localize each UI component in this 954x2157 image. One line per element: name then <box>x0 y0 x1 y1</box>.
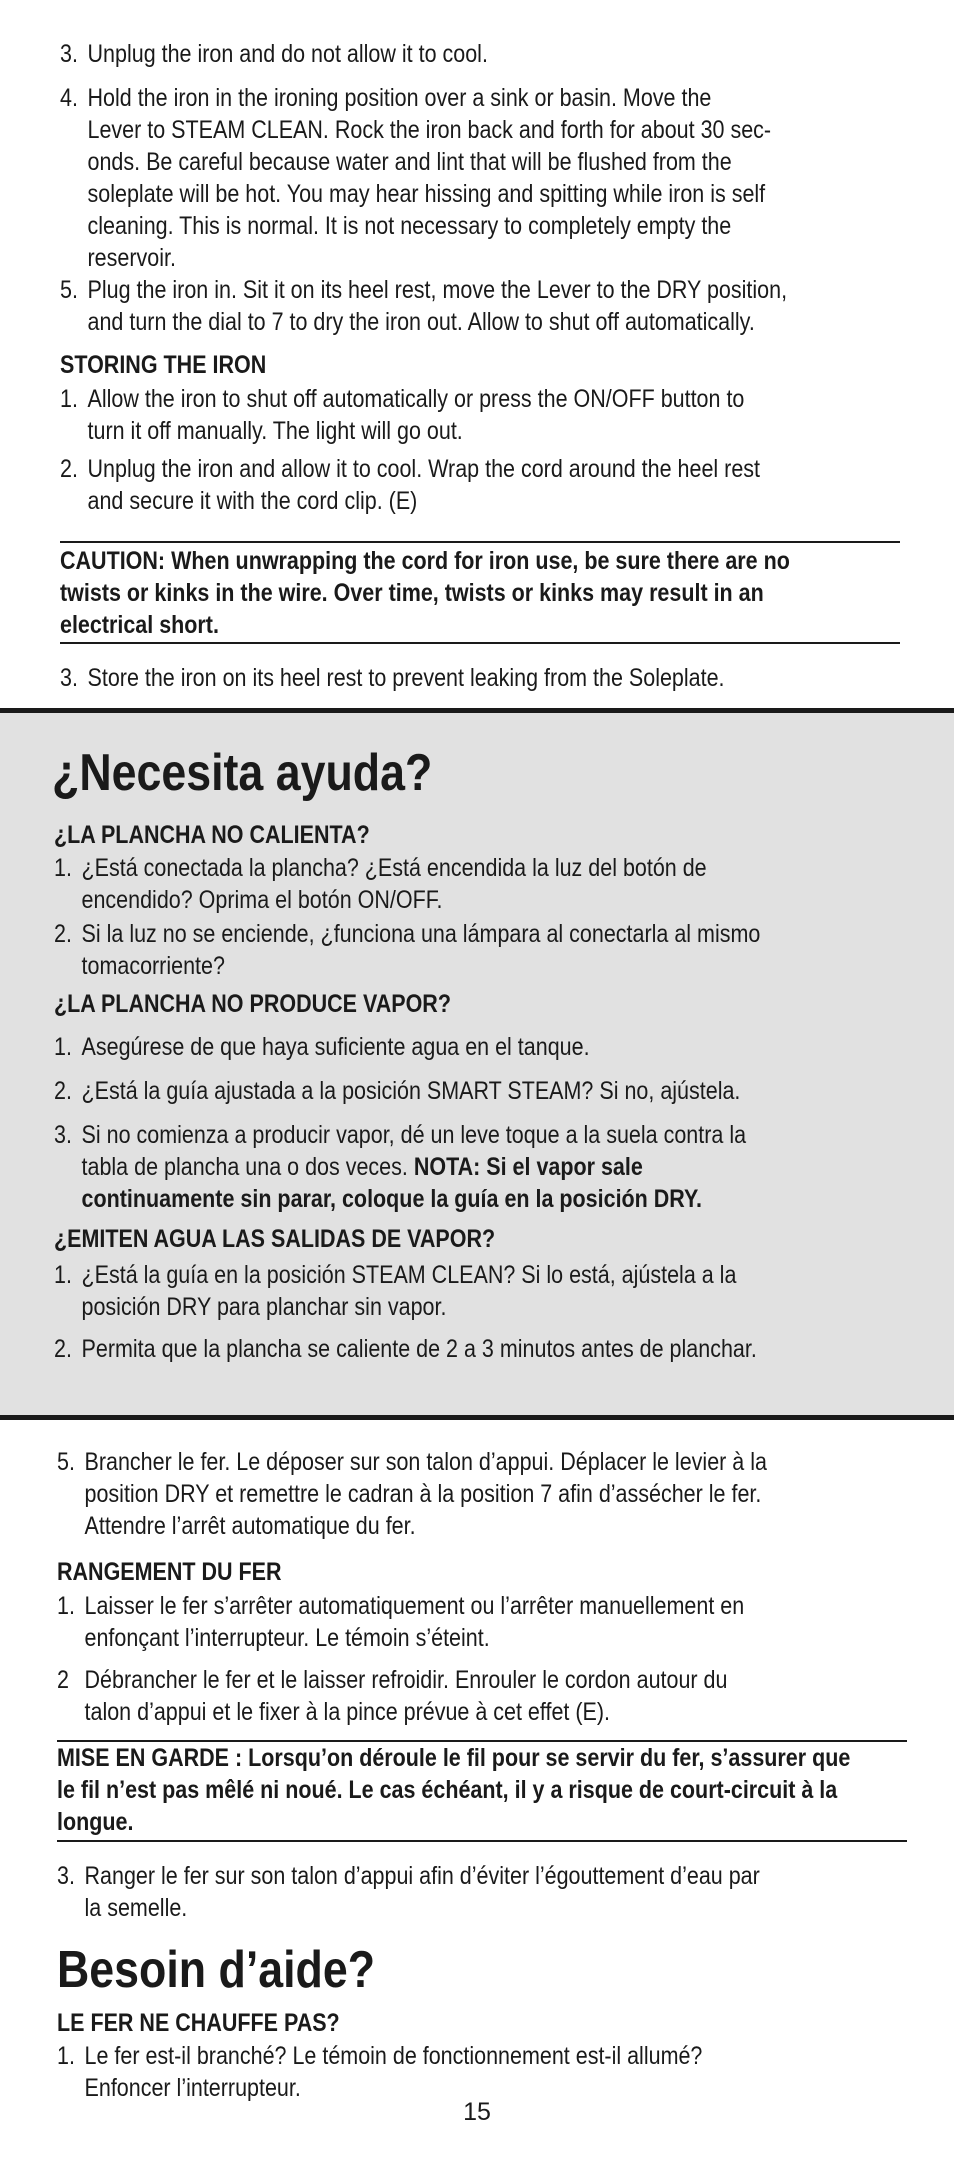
page-number: 15 <box>463 2098 491 2126</box>
divider <box>60 541 900 543</box>
caution-note: CAUTION: When unwrapping the cord for iron use, be sure there are no twists or kinks in the wire. Over time, twists or kinks may result in an electrical short. <box>60 547 790 639</box>
storing-heading: STORING THE IRON <box>60 351 267 379</box>
storing-heading: RANGEMENT DU FER <box>57 1558 282 1586</box>
caution-note: MISE EN GARDE : Lorsqu’on déroule le fil pour se servir du fer, s’assurer que le fil n’est pas mêlé ni noué. Le cas échéant, il y a risque de court-circuit à la longue. <box>57 1744 851 1836</box>
section-heading: ¿EMITEN AGUA LAS SALIDAS DE VAPOR? <box>54 1225 496 1253</box>
spanish-help-panel: ¿Necesita ayuda? ¿LA PLANCHA NO CALIENTA? 1. ¿Está conectada la plancha? ¿Está encendida la luz del botón de encendido? Oprima el botón ON/OFF. 2. Si la luz no se enciende, ¿funciona una lámpara al conectarla al mismo tomacorriente? ¿LA PLANCHA NO PRODUCE VAPOR? 1. Asegúrese de que haya suficiente agua en el tanque. 2. ¿Está la guía ajustada a la posición SMART STEAM? Si no, ajústela. 3. Si no comienza a producir vapor, dé un leve toque a la suela contra la tabla de plancha una o dos veces. NOTA: Si el vapor sale continuamente sin parar, coloque la guía en la posición DRY. ¿EMITEN AGUA LAS SALIDAS DE VAPOR? 1. ¿Está la guía en la posición STEAM CLEAN? Si lo está, ajústela a la posición DRY para planchar sin vapor. 2. Permita que la plancha se caliente de 2 a 3 minutos antes de planchar. <box>0 708 954 1420</box>
page-title: ¿Necesita ayuda? <box>52 744 433 802</box>
section-heading: LE FER NE CHAUFFE PAS? <box>57 2009 340 2037</box>
page-title: Besoin d’aide? <box>57 1941 376 1999</box>
divider <box>60 642 900 644</box>
nota-label: NOTA: Si el vapor sale <box>413 1153 643 1181</box>
section-heading: ¿LA PLANCHA NO PRODUCE VAPOR? <box>54 990 451 1018</box>
section-heading: ¿LA PLANCHA NO CALIENTA? <box>54 821 370 849</box>
divider <box>57 1840 907 1842</box>
